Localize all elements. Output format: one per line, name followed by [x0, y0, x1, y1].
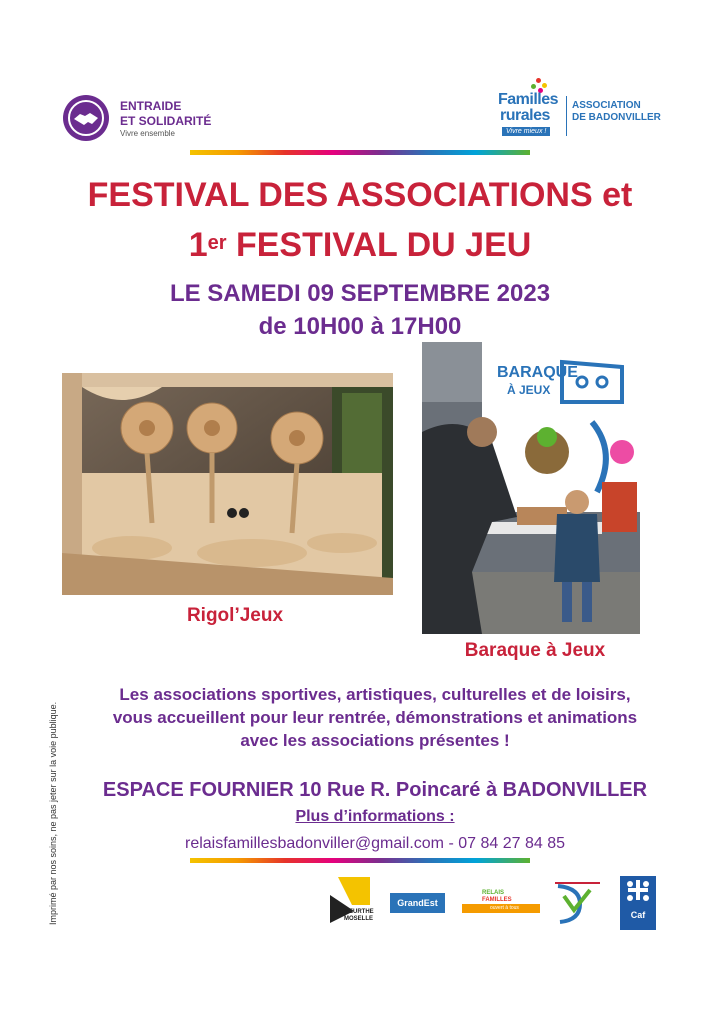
- event-date: LE SAMEDI 09 SEPTEMBRE 2023: [169, 280, 551, 307]
- contact-info: relaisfamillesbadonviller@gmail.com - 07 84 27 84 85: [185, 835, 565, 852]
- partner-3-line2: FAMILLES: [482, 897, 512, 903]
- title-line1: FESTIVAL DES ASSOCIATIONS et: [87, 176, 633, 214]
- event-venue: ESPACE FOURNIER 10 Rue R. Poincaré à BADONVILLER: [102, 779, 648, 801]
- title-superscript: er: [207, 232, 227, 254]
- partner-logo-communaute-communes: [550, 878, 605, 926]
- logo-right-tagline: Vivre mieux !: [502, 127, 550, 136]
- logo-right-word2: rurales: [500, 107, 550, 124]
- description-line3: avec les associations présentes !: [240, 731, 510, 750]
- logo-left-line1: ENTRAIDE: [120, 99, 182, 113]
- rainbow-divider-top: [190, 150, 530, 155]
- baraque-a-jeux-caption: Baraque à Jeux: [464, 640, 606, 661]
- familles-rurales-logo: [498, 78, 668, 140]
- entraide-solidarite-logo: [63, 95, 233, 145]
- description-line2: vous accueillent pour leur rentrée, démonstrations et animations: [112, 708, 638, 727]
- rigol-jeux-photo: [62, 373, 393, 595]
- logo-right-assoc2: DE BADONVILLER: [572, 112, 661, 123]
- title-line2: [0, 225, 720, 265]
- partner-3-line3: ouvert à tous: [490, 905, 519, 911]
- partner-3-line1: RELAIS: [482, 890, 505, 896]
- title-rest: FESTIVAL DU JEU: [226, 226, 532, 264]
- logo-right-divider: [566, 96, 567, 136]
- description-line1: Les associations sportives, artistiques, culturelles et de loisirs,: [119, 685, 631, 704]
- more-info-heading: Plus d’informations :: [295, 808, 455, 825]
- partner-logo-caf: [620, 876, 656, 930]
- logo-right-assoc1: ASSOCIATION: [572, 100, 641, 111]
- rigol-jeux-caption: Rigol’Jeux: [186, 605, 284, 626]
- partner-5-label: Caf: [630, 910, 646, 920]
- print-side-note: Imprimé par nos soins, ne pas jeter sur la voie publique.: [48, 701, 58, 925]
- partner-logo-meurthe-moselle: [330, 875, 375, 925]
- partner-2-label: GrandEst: [397, 898, 438, 908]
- logo-left-line2: ET SOLIDARITÉ: [120, 114, 212, 128]
- truck-text-1: BARAQUE: [497, 364, 578, 381]
- partner-logo-relais-familles: [462, 890, 540, 916]
- logo-left-tagline: Vivre ensemble: [120, 129, 175, 138]
- baraque-a-jeux-photo: [422, 342, 640, 634]
- event-description: [60, 683, 690, 752]
- event-hours: de 10H00 à 17H00: [258, 313, 462, 340]
- title-number: 1: [188, 226, 208, 264]
- logo-right-word1: Familles: [498, 91, 559, 108]
- handshake-icon: [63, 95, 109, 141]
- partner-1-label: MEURTHE MOSELLE: [344, 909, 374, 922]
- truck-text-2: À JEUX: [507, 383, 551, 397]
- partner-logo-grandest: [390, 893, 445, 913]
- rainbow-divider-bottom: [190, 858, 530, 863]
